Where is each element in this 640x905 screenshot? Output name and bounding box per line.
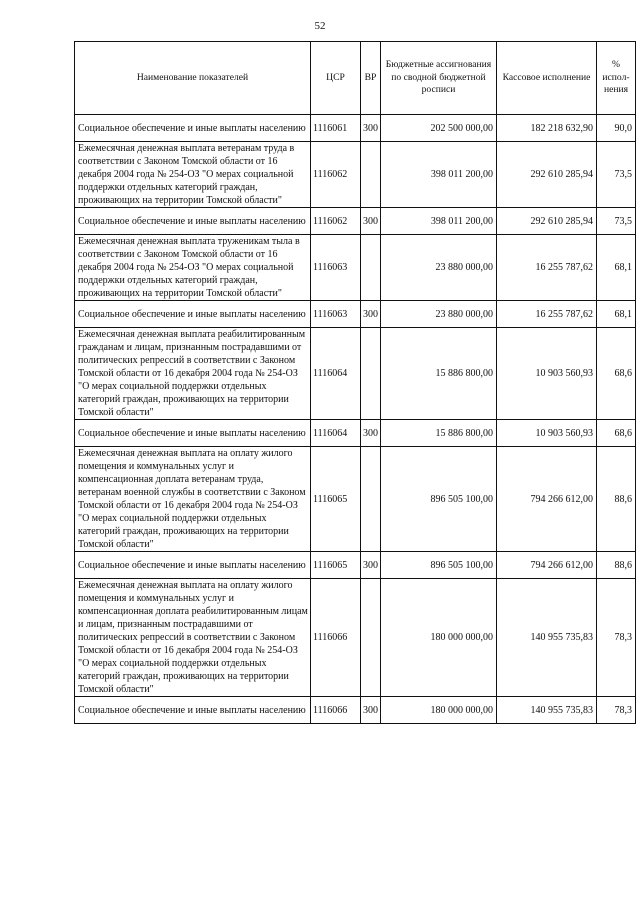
row-budget: 398 011 200,00: [381, 142, 497, 208]
row-name: Ежемесячная денежная выплата на оплату жилого помещения и коммунальных услуг и компенсационная доплата реабилитированным лицам и лицам, признанным пострадавшими от политических репрессий в соответствии с Законом Томской области от 16 декабря 2004 года № 254-ОЗ "О мерах социальной поддержки отдельных категорий граждан, проживающих на территории Томской области": [75, 579, 311, 697]
row-csr: 1116065: [311, 447, 361, 552]
row-name: Ежемесячная денежная выплата на оплату жилого помещения и коммунальных услуг и компенсационная доплата ветеранам труда, ветеранам военной службы в соответствии с Законом Томской области от 16 декабря 2004 года № 254-ОЗ "О мерах социальной поддержки отдельных категорий граждан, проживающих на территории Томской области": [75, 447, 311, 552]
table-row: [75, 142, 636, 208]
row-cash: 16 255 787,62: [497, 301, 597, 328]
row-csr: 1116066: [311, 697, 361, 724]
row-percent: 73,5: [597, 142, 636, 208]
row-budget: 180 000 000,00: [381, 697, 497, 724]
budget-table: [74, 41, 636, 724]
row-csr: 1116062: [311, 208, 361, 235]
row-cash: 10 903 560,93: [497, 328, 597, 420]
table-body: [75, 115, 636, 724]
row-csr: 1116063: [311, 301, 361, 328]
table-row: [75, 579, 636, 697]
row-vr: 300: [361, 552, 381, 579]
row-percent: 68,6: [597, 420, 636, 447]
row-name: Социальное обеспечение и иные выплаты населению: [75, 552, 311, 579]
header-percent: % испол-нения: [597, 42, 636, 115]
row-name: Ежемесячная денежная выплата труженикам тыла в соответствии с Законом Томской области от 16 декабря 2004 года № 254-ОЗ "О мерах социальной поддержки отдельных категорий граждан, проживающих на территории Томской области": [75, 235, 311, 301]
table-row: [75, 420, 636, 447]
row-csr: 1116062: [311, 142, 361, 208]
row-csr: 1116065: [311, 552, 361, 579]
row-cash: 16 255 787,62: [497, 235, 597, 301]
row-budget: 180 000 000,00: [381, 579, 497, 697]
row-name: Социальное обеспечение и иные выплаты населению: [75, 208, 311, 235]
row-budget: 398 011 200,00: [381, 208, 497, 235]
row-budget: 15 886 800,00: [381, 328, 497, 420]
row-csr: 1116064: [311, 420, 361, 447]
row-name: Ежемесячная денежная выплата ветеранам труда в соответствии с Законом Томской области от 16 декабря 2004 года № 254-ОЗ "О мерах социальной поддержки отдельных категорий граждан, проживающих на территории Томской области": [75, 142, 311, 208]
page-number: 52: [314, 20, 326, 32]
row-name: Социальное обеспечение и иные выплаты населению: [75, 697, 311, 724]
row-cash: 292 610 285,94: [497, 142, 597, 208]
row-name: Социальное обеспечение и иные выплаты населению: [75, 115, 311, 142]
row-budget: 896 505 100,00: [381, 447, 497, 552]
row-cash: 140 955 735,83: [497, 697, 597, 724]
row-percent: 73,5: [597, 208, 636, 235]
row-name: Социальное обеспечение и иные выплаты населению: [75, 420, 311, 447]
row-cash: 182 218 632,90: [497, 115, 597, 142]
row-percent: 68,6: [597, 328, 636, 420]
row-csr: 1116066: [311, 579, 361, 697]
row-cash: 794 266 612,00: [497, 552, 597, 579]
table-row: [75, 697, 636, 724]
row-cash: 292 610 285,94: [497, 208, 597, 235]
row-budget: 23 880 000,00: [381, 301, 497, 328]
table-row: [75, 447, 636, 552]
row-name: Ежемесячная денежная выплата реабилитированным гражданам и лицам, признанным пострадавшими от политических репрессий в соответствии с Законом Томской области от 16 декабря 2004 года № 254-ОЗ "О мерах социальной поддержки отдельных категорий граждан, проживающих на территории Томской области": [75, 328, 311, 420]
row-vr: [361, 142, 381, 208]
row-vr: 300: [361, 301, 381, 328]
header-csr: ЦСР: [311, 42, 361, 115]
row-budget: 23 880 000,00: [381, 235, 497, 301]
row-csr: 1116061: [311, 115, 361, 142]
header-budget: Бюджетные ассигнования по сводной бюджетной росписи: [381, 42, 497, 115]
row-vr: 300: [361, 115, 381, 142]
table-row: [75, 301, 636, 328]
table-row: [75, 235, 636, 301]
row-percent: 68,1: [597, 235, 636, 301]
row-cash: 140 955 735,83: [497, 579, 597, 697]
header-name: Наименование показателей: [75, 42, 311, 115]
row-percent: 68,1: [597, 301, 636, 328]
table-row: [75, 552, 636, 579]
row-vr: 300: [361, 420, 381, 447]
table-header-row: [75, 42, 636, 115]
row-budget: 15 886 800,00: [381, 420, 497, 447]
row-vr: [361, 579, 381, 697]
table-row: [75, 208, 636, 235]
row-vr: [361, 235, 381, 301]
row-cash: 794 266 612,00: [497, 447, 597, 552]
row-cash: 10 903 560,93: [497, 420, 597, 447]
header-vr: ВР: [361, 42, 381, 115]
row-percent: 78,3: [597, 579, 636, 697]
row-csr: 1116064: [311, 328, 361, 420]
row-vr: [361, 447, 381, 552]
row-vr: 300: [361, 208, 381, 235]
row-vr: 300: [361, 697, 381, 724]
row-csr: 1116063: [311, 235, 361, 301]
table-row: [75, 115, 636, 142]
row-percent: 78,3: [597, 697, 636, 724]
header-cash: Кассовое исполнение: [497, 42, 597, 115]
row-budget: 896 505 100,00: [381, 552, 497, 579]
row-budget: 202 500 000,00: [381, 115, 497, 142]
row-percent: 88,6: [597, 552, 636, 579]
row-name: Социальное обеспечение и иные выплаты населению: [75, 301, 311, 328]
row-percent: 90,0: [597, 115, 636, 142]
table-row: [75, 328, 636, 420]
row-percent: 88,6: [597, 447, 636, 552]
row-vr: [361, 328, 381, 420]
